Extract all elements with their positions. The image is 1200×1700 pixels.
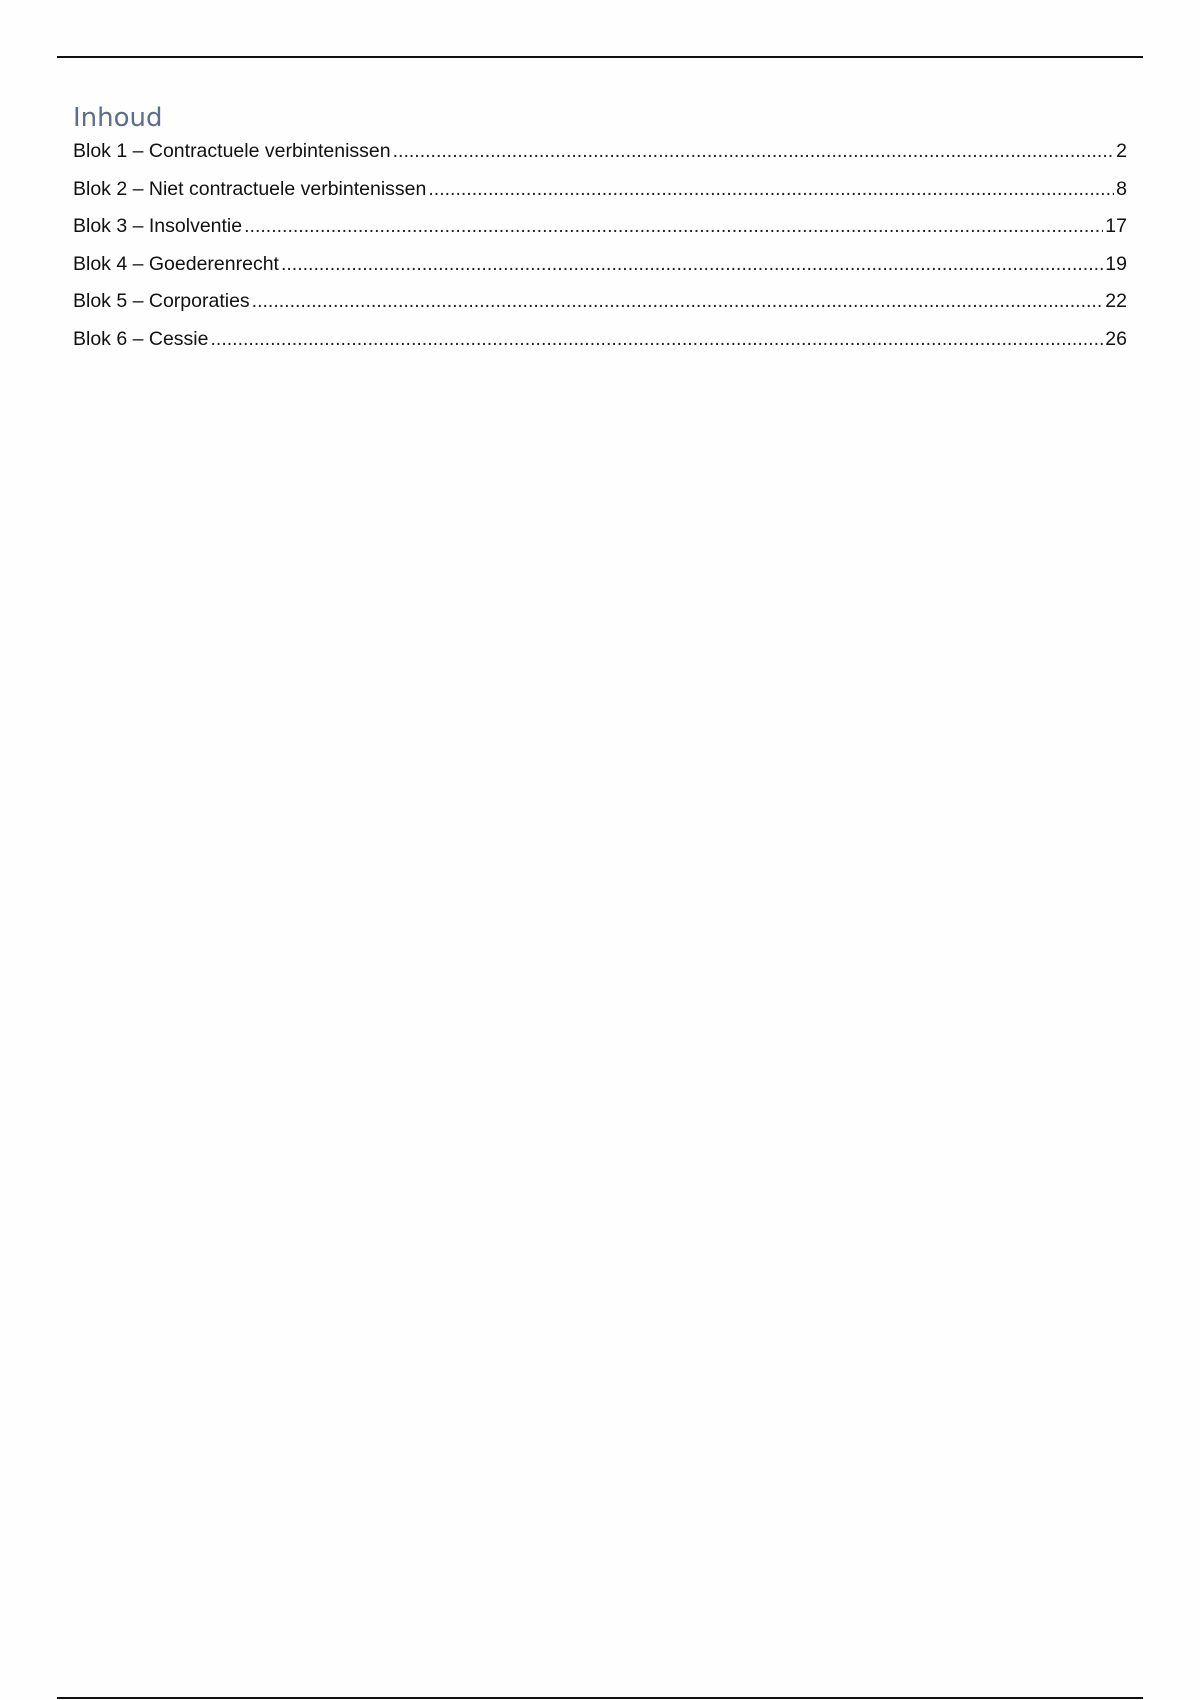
toc-entry-label: Blok 2 – Niet contractuele verbintenissen [73, 177, 427, 200]
toc-dot-leader [281, 253, 1103, 276]
toc-entry-page-number: 8 [1116, 177, 1127, 200]
toc-entry-page-number: 19 [1105, 252, 1127, 275]
toc-entry-blok-2[interactable] [73, 178, 1127, 216]
toc-entry-blok-3[interactable] [73, 215, 1127, 253]
toc-entry-page-number: 2 [1116, 140, 1127, 162]
footer-rule [57, 1697, 1143, 1699]
toc-entry-page-number: 17 [1105, 215, 1127, 237]
toc-entry-blok-1[interactable] [73, 140, 1127, 178]
toc-dot-leader [428, 178, 1114, 201]
toc-entry-blok-5[interactable] [73, 290, 1127, 328]
toc-list [73, 140, 1127, 365]
toc-entry-page-number: 22 [1105, 290, 1127, 312]
toc-entry-blok-6[interactable] [73, 328, 1127, 366]
toc-entry-page-number: 26 [1105, 327, 1127, 350]
table-of-contents [73, 98, 1127, 365]
toc-dot-leader [210, 328, 1103, 351]
toc-entry-label: Blok 5 – Corporaties [73, 290, 250, 312]
toc-title: Inhoud [73, 103, 163, 133]
header-rule [57, 56, 1143, 58]
toc-dot-leader [252, 290, 1104, 313]
toc-entry-blok-4[interactable] [73, 253, 1127, 291]
toc-dot-leader [244, 215, 1103, 238]
toc-entry-label: Blok 3 – Insolventie [73, 215, 243, 237]
toc-entry-label: Blok 4 – Goederenrecht [73, 252, 279, 275]
toc-entry-label: Blok 6 – Cessie [73, 327, 209, 350]
toc-dot-leader [393, 140, 1115, 163]
toc-entry-label: Blok 1 – Contractuele verbintenissen [73, 140, 391, 162]
